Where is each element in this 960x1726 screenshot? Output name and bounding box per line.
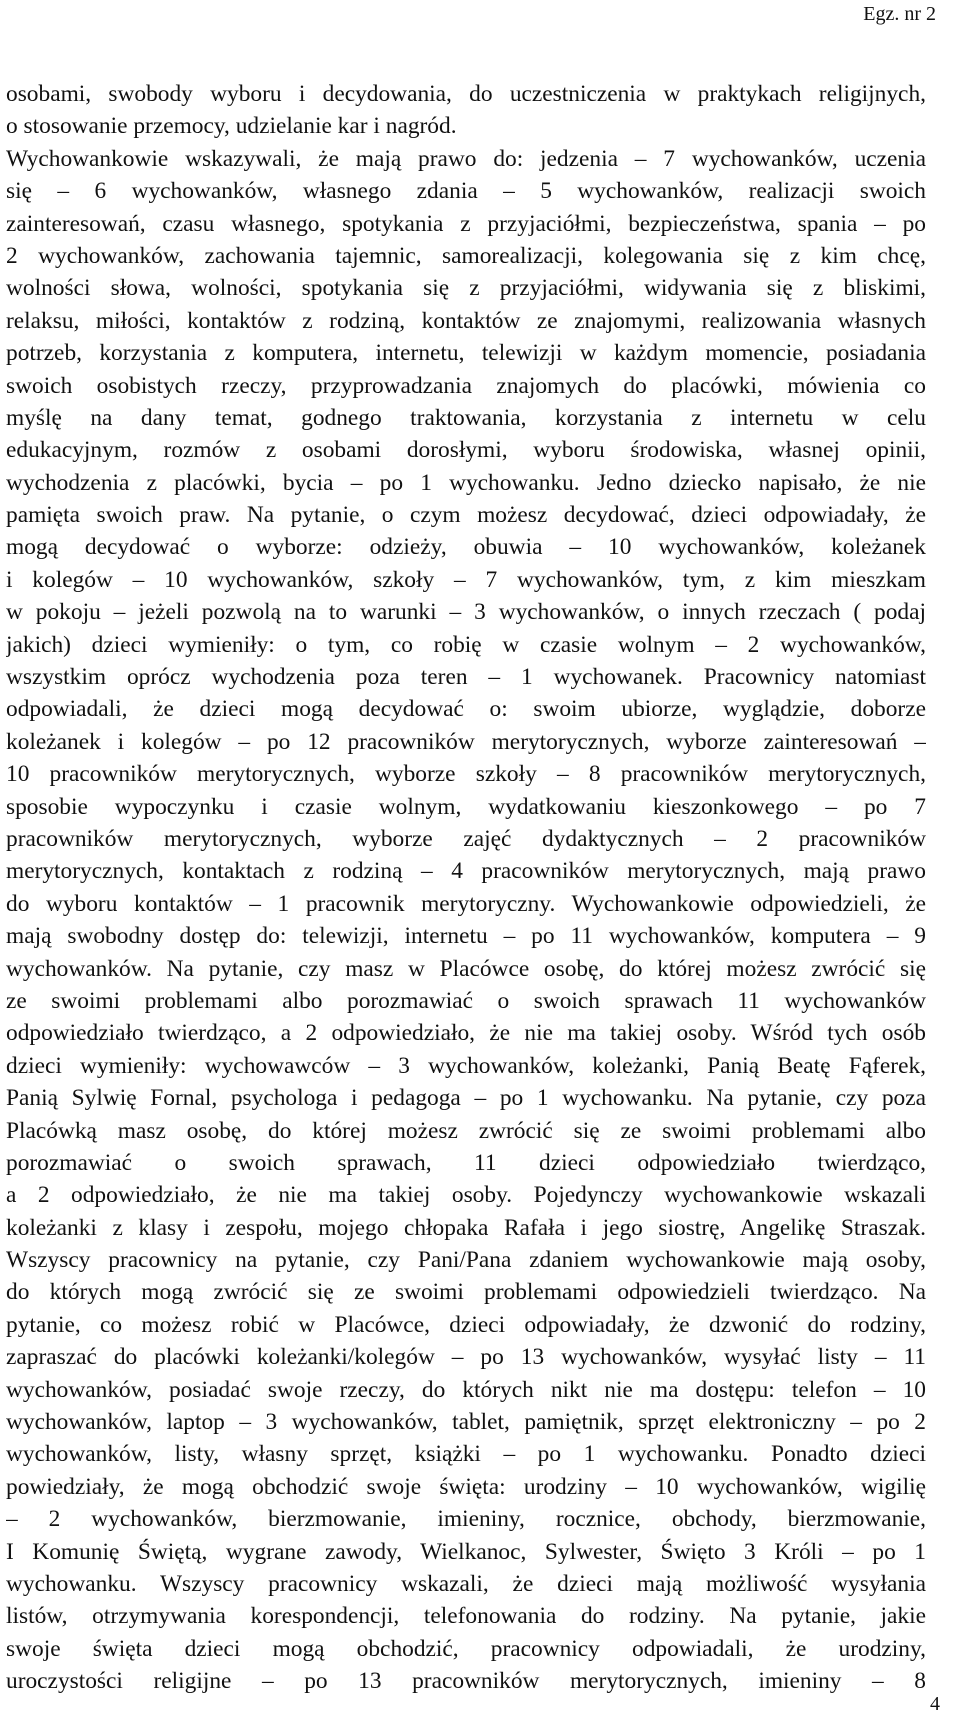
text-line: wychowanków. Na pytanie, czy masz w Placówce osobę, do której możesz zwrócić się <box>6 955 926 982</box>
text-line: Placówką masz osobę, do której możesz zwrócić się ze swoimi problemami albo <box>6 1117 926 1144</box>
text-line: relaksu, miłości, kontaktów z rodziną, kontaktów ze znajomymi, realizowania własnych <box>6 307 926 334</box>
text-line: porozmawiać o swoich sprawach, 11 dzieci odpowiedziało twierdząco, <box>6 1149 926 1176</box>
text-line: 2 wychowanków, zachowania tajemnic, samorealizacji, kolegowania się z kim chcę, <box>6 242 926 269</box>
text-line: dzieci wymieniły: wychowawców – 3 wychowanków, koleżanki, Panią Beatę Fąferek, <box>6 1052 926 1079</box>
text-line: jakich) dzieci wymieniły: o tym, co robię w czasie wolnym – 2 wychowanków, <box>6 631 926 658</box>
text-line: koleżanek i kolegów – po 12 pracowników merytorycznych, wyborze zainteresowań – <box>6 728 926 755</box>
copy-number-label: Egz. nr 2 <box>863 3 936 25</box>
text-line: zapraszać do placówki koleżanki/kolegów – po 13 wychowanków, wysyłać listy – 11 <box>6 1344 926 1371</box>
text-line: do wyboru kontaktów – 1 pracownik merytoryczny. Wychowankowie odpowiedzieli, że <box>6 890 926 917</box>
text-line: 10 pracowników merytorycznych, wyborze szkoły – 8 pracowników merytorycznych, <box>6 761 926 788</box>
text-line: zainteresowań, czasu własnego, spotykania z przyjaciółmi, bezpieczeństwa, spania – po <box>6 210 926 237</box>
text-line: odpowiedziało twierdząco, a 2 odpowiedziało, że nie ma takiej osoby. Wśród tych osób <box>6 1020 926 1047</box>
text-line: o stosowanie przemocy, udzielanie kar i nagród. <box>6 113 457 140</box>
text-line: koleżanki z klasy i zespołu, mojego chłopaka Rafała i jego siostrę, Angelikę Straszak. <box>6 1214 926 1241</box>
text-line: mogą decydować o wyborze: odzieży, obuwia – 10 wychowanków, koleżanek <box>6 534 926 561</box>
text-line: Wychowankowie wskazywali, że mają prawo do: jedzenia – 7 wychowanków, uczenia <box>6 145 926 172</box>
text-line: swoich osobistych rzeczy, przyprowadzania znajomych do placówki, mówienia co <box>6 372 926 399</box>
text-line: a 2 odpowiedziało, że nie ma takiej osoby. Pojedynczy wychowankowie wskazali <box>6 1182 926 1209</box>
text-line: sposobie wypoczynku i czasie wolnym, wydatkowaniu kieszonkowego – po 7 <box>6 793 926 820</box>
text-line: i kolegów – 10 wychowanków, szkoły – 7 wychowanków, tym, z kim mieszkam <box>6 566 926 593</box>
text-line: powiedziały, że mogą obchodzić swoje święta: urodziny – 10 wychowanków, wigilię <box>6 1473 926 1500</box>
text-line: Panią Sylwię Fornal, psychologa i pedagoga – po 1 wychowanku. Na pytanie, czy poza <box>6 1085 926 1112</box>
text-line: mają swobodny dostęp do: telewizji, internetu – po 11 wychowanków, komputera – 9 <box>6 923 926 950</box>
text-line: wolności słowa, wolności, spotykania się z przyjaciółmi, widywania się z bliskimi, <box>6 275 926 302</box>
text-line: pracowników merytorycznych, wyborze zajęć dydaktycznych – 2 pracowników <box>6 825 926 852</box>
text-line: merytorycznych, kontaktach z rodziną – 4 pracowników merytorycznych, mają prawo <box>6 858 926 885</box>
text-line: edukacyjnym, rozmów z osobami dorosłymi, wyboru środowiska, własnej opinii, <box>6 437 926 464</box>
text-line: listów, otrzymywania korespondencji, telefonowania do rodziny. Na pytanie, jakie <box>6 1603 926 1630</box>
text-line: do których mogą zwrócić się ze swoimi problemami odpowiedzieli twierdząco. Na <box>6 1279 926 1306</box>
text-line: wszystkim oprócz wychodzenia poza teren – 1 wychowanek. Pracownicy natomiast <box>6 664 926 691</box>
text-line: wychowanków, posiadać swoje rzeczy, do których nikt nie ma dostępu: telefon – 10 <box>6 1376 926 1403</box>
body-text <box>6 78 926 1698</box>
text-line: uroczystości religijne – po 13 pracowników merytorycznych, imieniny – 8 <box>6 1668 926 1695</box>
text-line: ze swoimi problemami albo porozmawiać o swoich sprawach 11 wychowanków <box>6 987 926 1014</box>
text-line: pytanie, co możesz robić w Placówce, dzieci odpowiadały, że dzwonić do rodziny, <box>6 1311 926 1338</box>
text-line: wychodzenia z placówki, bycia – po 1 wychowanku. Jedno dziecko napisało, że nie <box>6 469 926 496</box>
text-line: się – 6 wychowanków, własnego zdania – 5 wychowanków, realizacji swoich <box>6 178 926 205</box>
text-line: potrzeb, korzystania z komputera, internetu, telewizji w każdym momencie, posiadania <box>6 340 926 367</box>
text-line: odpowiadali, że dzieci mogą decydować o: swoim ubiorze, wyglądzie, doborze <box>6 696 926 723</box>
text-line: w pokoju – jeżeli pozwolą na to warunki – 3 wychowanków, o innych rzeczach ( podaj <box>6 599 926 626</box>
page-number: 4 <box>930 1693 940 1715</box>
text-line: – 2 wychowanków, bierzmowanie, imieniny, rocznice, obchody, bierzmowanie, <box>6 1506 926 1533</box>
text-line: pamięta swoich praw. Na pytanie, o czym możesz decydować, dzieci odpowiadały, że <box>6 502 926 529</box>
text-line: wychowanku. Wszyscy pracownicy wskazali, że dzieci mają możliwość wysyłania <box>6 1570 926 1597</box>
text-line: I Komunię Świętą, wygrane zawody, Wielkanoc, Sylwester, Święto 3 Króli – po 1 <box>6 1538 926 1565</box>
text-line: swoje święta dzieci mogą obchodzić, pracownicy odpowiadali, że urodziny, <box>6 1635 926 1662</box>
text-line: osobami, swobody wyboru i decydowania, do uczestniczenia w praktykach religijnych, <box>6 81 926 107</box>
text-line: Wszyscy pracownicy na pytanie, czy Pani/Pana zdaniem wychowankowie mają osoby, <box>6 1247 926 1274</box>
text-line: myślę na dany temat, godnego traktowania, korzystania z internetu w celu <box>6 404 926 431</box>
text-line: wychowanków, listy, własny sprzęt, książki – po 1 wychowanku. Ponadto dzieci <box>6 1441 926 1468</box>
text-line: wychowanków, laptop – 3 wychowanków, tablet, pamiętnik, sprzęt elektroniczny – po 2 <box>6 1409 926 1436</box>
